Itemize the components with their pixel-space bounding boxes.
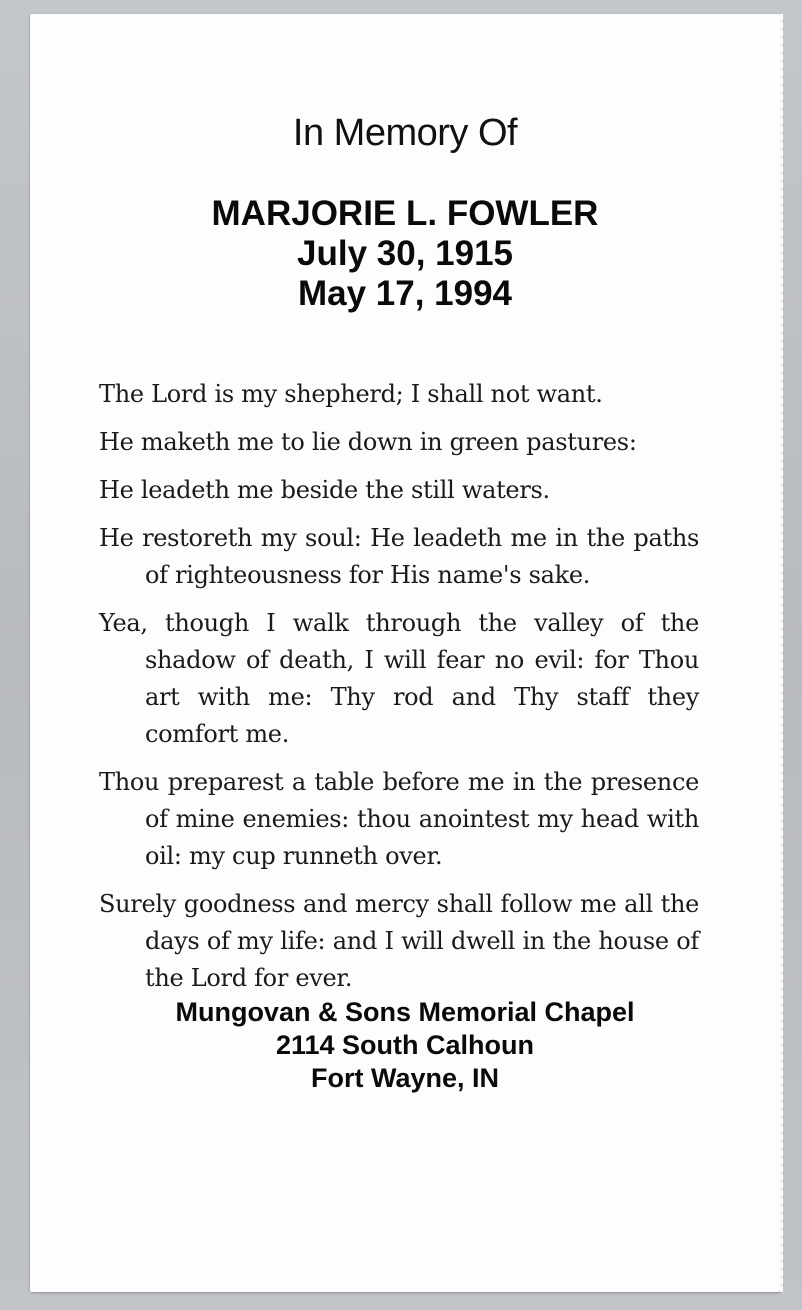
psalm-verse: Yea, though I walk through the valley of the shadow of death, I will fear no evil: for Thou art with me: Thy rod and Thy staff they comfort me. [99, 609, 699, 748]
psalm-verse: He leadeth me beside the still waters. [99, 476, 550, 504]
psalm-verse: Thou preparest a table before me in the presence of mine enemies: thou anointest my head with oil: my cup runneth over. [99, 768, 699, 870]
psalm-verse: Surely goodness and mercy shall follow me all the days of my life: and I will dwell in the house of the Lord for ever. [99, 890, 699, 992]
funeral-home-address: 2114 South Calhoun [275, 1030, 535, 1060]
deceased-name: MARJORIE L. FOWLER [211, 194, 599, 233]
funeral-home-city: Fort Wayne, IN [310, 1063, 499, 1093]
memorial-heading: In Memory Of [292, 112, 518, 154]
death-date: May 17, 1994 [297, 274, 513, 313]
psalm-verse: He restoreth my soul: He leadeth me in the paths of righteousness for His name's sake. [99, 524, 699, 589]
deceased-info [30, 194, 780, 314]
psalm-text [99, 376, 699, 997]
memorial-card [30, 14, 780, 1292]
funeral-home-info [30, 996, 780, 1095]
funeral-home-name: Mungovan & Sons Memorial Chapel [175, 997, 635, 1027]
psalm-verse: He maketh me to lie down in green pastures: [99, 428, 637, 456]
psalm-verse: The Lord is my shepherd; I shall not want. [99, 380, 603, 408]
birth-date: July 30, 1915 [297, 234, 513, 273]
